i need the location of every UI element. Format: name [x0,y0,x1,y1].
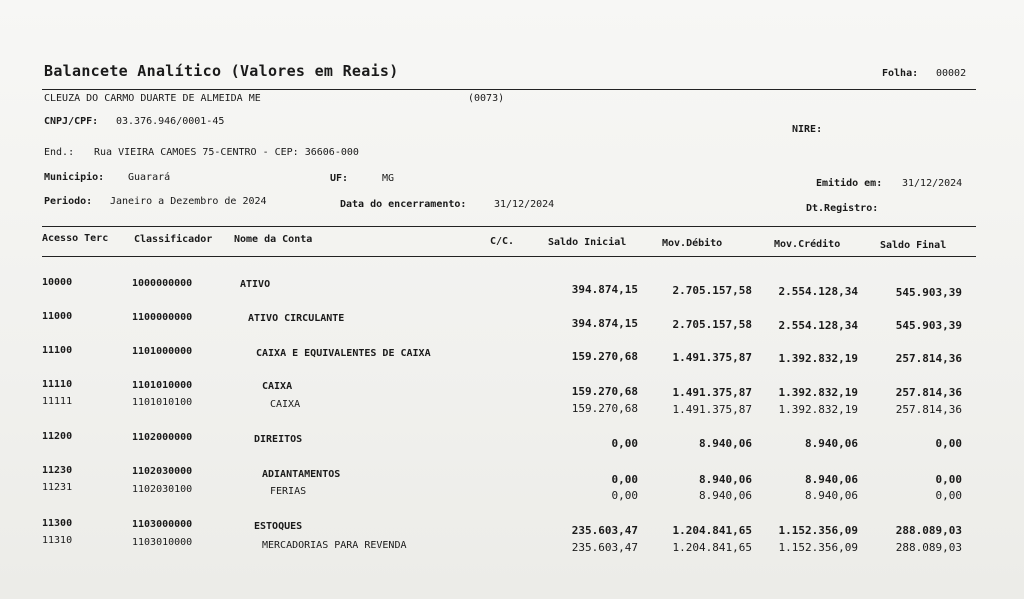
col-saldo-inicial: Saldo Inicial [548,237,627,248]
municipio-value: Guarará [128,172,171,183]
row-saldo-inicial: 159.270,68 [571,402,638,415]
row-saldo-final: 288.089,03 [895,524,962,537]
row-mov-debito: 1.491.375,87 [672,403,752,416]
row-saldo-inicial: 159.270,68 [571,350,638,363]
row-nome: ADIANTAMENTOS [262,469,341,480]
col-classificador: Classificador [134,234,213,245]
row-acesso: 11310 [42,535,73,546]
col-acesso: Acesso Terc [42,233,109,244]
row-nome: CAIXA [270,399,301,410]
row-mov-credito: 1.152.356,09 [778,524,858,537]
row-classificador: 1103000000 [132,519,193,530]
row-nome: CAIXA E EQUIVALENTES DE CAIXA [256,348,431,359]
row-classificador: 1000000000 [132,278,193,289]
header-rule [42,89,976,90]
row-nome: FERIAS [270,486,307,497]
row-saldo-final: 0,00 [935,489,962,502]
row-mov-debito: 8.940,06 [699,437,752,450]
row-mov-debito: 2.705.157,58 [672,284,752,297]
row-classificador: 1101010000 [132,380,193,391]
registro-label: Dt.Registro: [806,203,879,214]
row-acesso: 11000 [42,311,73,322]
row-mov-credito: 1.392.832,19 [778,352,858,365]
row-saldo-inicial: 394.874,15 [571,283,638,296]
row-mov-credito: 8.940,06 [805,437,858,450]
row-classificador: 1100000000 [132,312,193,323]
row-acesso: 10000 [42,277,73,288]
row-mov-credito: 1.392.832,19 [778,403,858,416]
row-mov-debito: 8.940,06 [699,473,752,486]
uf-value: MG [382,173,395,184]
row-classificador: 1102030100 [132,484,193,495]
row-saldo-final: 545.903,39 [895,319,962,332]
row-mov-debito: 1.491.375,87 [672,351,752,364]
col-mov-debito: Mov.Débito [662,238,723,249]
row-saldo-inicial: 159.270,68 [571,385,638,398]
row-classificador: 1103010000 [132,537,193,548]
row-saldo-final: 257.814,36 [895,386,962,399]
periodo-value: Janeiro a Dezembro de 2024 [110,196,267,207]
row-classificador: 1102000000 [132,432,193,443]
uf-label: UF: [330,173,349,184]
row-saldo-inicial: 235.603,47 [571,524,638,537]
col-mov-credito: Mov.Crédito [774,239,841,250]
columns-top-rule [42,226,976,227]
cnpj-value: 03.376.946/0001-45 [116,116,225,127]
row-acesso: 11111 [42,396,73,407]
row-mov-debito: 1.204.841,65 [672,524,752,537]
document-title: Balancete Analítico (Valores em Reais) [44,62,399,80]
row-acesso: 11100 [42,345,73,356]
row-classificador: 1101010100 [132,397,193,408]
periodo-label: Periodo: [44,196,93,207]
folha-value: 00002 [936,68,967,79]
cnpj-label: CNPJ/CPF: [44,116,99,127]
row-mov-credito: 8.940,06 [805,473,858,486]
nire-label: NIRE: [792,124,823,135]
row-nome: DIREITOS [254,434,303,445]
row-mov-credito: 1.392.832,19 [778,386,858,399]
row-saldo-inicial: 0,00 [611,437,638,450]
row-mov-debito: 1.491.375,87 [672,386,752,399]
columns-bottom-rule [42,256,976,257]
row-saldo-final: 288.089,03 [895,541,962,554]
row-mov-credito: 2.554.128,34 [778,319,858,332]
row-mov-credito: 2.554.128,34 [778,285,858,298]
row-mov-debito: 1.204.841,65 [672,541,752,554]
row-saldo-final: 545.903,39 [895,286,962,299]
encerramento-label: Data do encerramento: [340,199,467,210]
col-cc: C/C. [490,236,515,247]
company-name: CLEUZA DO CARMO DUARTE DE ALMEIDA ME [44,93,261,104]
folha-label: Folha: [882,68,919,79]
col-saldo-final: Saldo Final [880,240,947,251]
row-saldo-inicial: 0,00 [611,473,638,486]
emitido-value: 31/12/2024 [902,178,963,189]
row-acesso: 11200 [42,431,73,442]
row-nome: MERCADORIAS PARA REVENDA [262,540,407,551]
row-acesso: 11231 [42,482,73,493]
row-saldo-inicial: 235.603,47 [571,541,638,554]
end-value: Rua VIEIRA CAMOES 75-CENTRO - CEP: 36606-000 [94,147,359,158]
row-saldo-inicial: 394.874,15 [571,317,638,330]
row-saldo-final: 257.814,36 [895,403,962,416]
row-saldo-final: 0,00 [935,437,962,450]
municipio-label: Municipio: [44,172,105,183]
row-nome: ATIVO CIRCULANTE [248,313,345,324]
row-acesso: 11110 [42,379,73,390]
row-nome: ESTOQUES [254,521,303,532]
end-label: End.: [44,147,75,158]
row-mov-credito: 8.940,06 [805,489,858,502]
row-saldo-final: 0,00 [935,473,962,486]
row-nome: ATIVO [240,279,271,290]
row-mov-debito: 2.705.157,58 [672,318,752,331]
encerramento-value: 31/12/2024 [494,199,555,210]
row-nome: CAIXA [262,381,293,392]
row-classificador: 1102030000 [132,466,193,477]
company-code: (0073) [468,93,505,104]
row-mov-credito: 1.152.356,09 [778,541,858,554]
emitido-label: Emitido em: [816,178,883,189]
row-acesso: 11300 [42,518,73,529]
row-classificador: 1101000000 [132,346,193,357]
row-mov-debito: 8.940,06 [699,489,752,502]
row-saldo-inicial: 0,00 [611,489,638,502]
row-saldo-final: 257.814,36 [895,352,962,365]
row-acesso: 11230 [42,465,73,476]
col-nome: Nome da Conta [234,234,313,245]
